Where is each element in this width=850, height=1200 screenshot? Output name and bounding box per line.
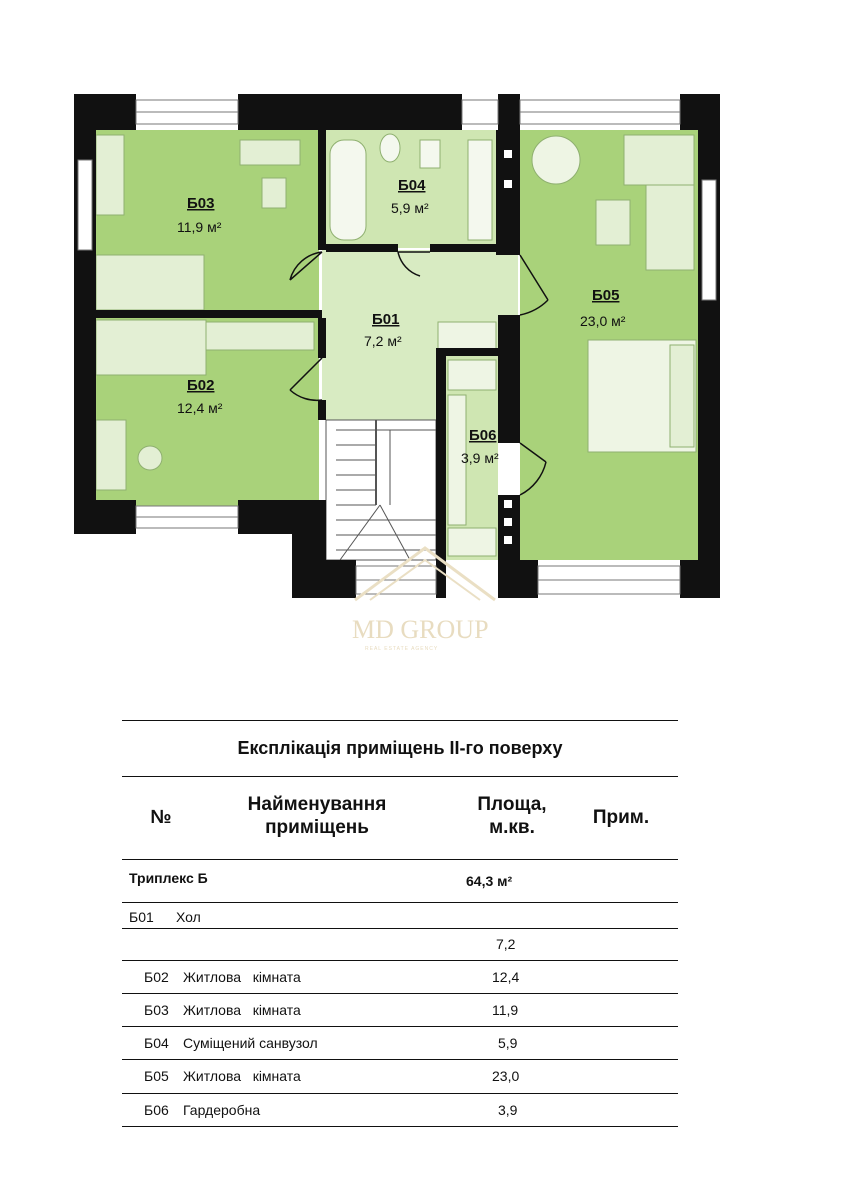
room-b03-code: Б03 [187,195,215,212]
row-border [122,1059,678,1060]
room-b04-code: Б04 [398,177,426,194]
header-number: № [150,807,172,828]
staircase [326,420,436,560]
room-b04-area: 5,9 м² [391,200,429,216]
watermark-subtext: REAL ESTATE AGENCY [365,646,439,652]
header-name-line2: приміщень [265,817,369,838]
row-border [122,1026,678,1027]
row-area: 7,2 [496,936,516,952]
room-b03-area: 11,9 м² [177,219,222,235]
row-name: Житлова кімната [183,1068,301,1084]
row-border [122,960,678,961]
row-code: Б02 [144,969,169,985]
header-note: Прим. [592,807,650,828]
header-name-line1: Найменування [247,794,387,815]
room-b01-area: 7,2 м² [364,333,402,349]
watermark-text: MD GROUP [352,615,489,644]
room-b06-area: 3,9 м² [461,450,499,466]
watermark-logo [352,548,495,652]
row-area: 5,9 [498,1035,518,1051]
room-b05-area: 23,0 м² [580,313,626,329]
table-title: Експлікація приміщень ІІ-го поверху [237,738,563,758]
row-border [122,993,678,994]
row-area: 12,4 [492,969,520,985]
room-b06-code: Б06 [469,427,497,444]
header-area-line2: м.кв. [489,817,535,838]
row-border [122,1093,678,1094]
row-area: 3,9 [498,1102,518,1118]
row-border [122,928,678,929]
room-b05-code: Б05 [592,287,620,304]
row-name: Житлова кімната [183,969,301,985]
row-name: Житлова кімната [183,1002,301,1018]
row-name: Суміщений санвузол [183,1035,318,1051]
header-area-line1: Площа, [477,794,547,815]
row-area: 11,9 [492,1002,519,1018]
room-b02-area: 12,4 м² [177,400,223,416]
row-area: 23,0 [492,1068,520,1084]
row-name: Хол [176,909,201,925]
row-code: Б04 [144,1035,169,1051]
room-b01-code: Б01 [372,311,400,328]
group-name: Триплекс Б [129,870,208,886]
table-title-border [122,776,678,777]
row-code: Б05 [144,1068,169,1084]
row-name: Гардеробна [183,1102,261,1118]
row-border [122,902,678,903]
table-top-border [122,720,678,721]
row-code: Б06 [144,1102,169,1118]
row-code: Б01 [129,909,154,925]
group-area: 64,3 м² [466,873,513,889]
room-b02-code: Б02 [187,377,215,394]
header-border [122,859,678,860]
row-code: Б03 [144,1002,169,1018]
table-bottom-border [122,1126,678,1127]
